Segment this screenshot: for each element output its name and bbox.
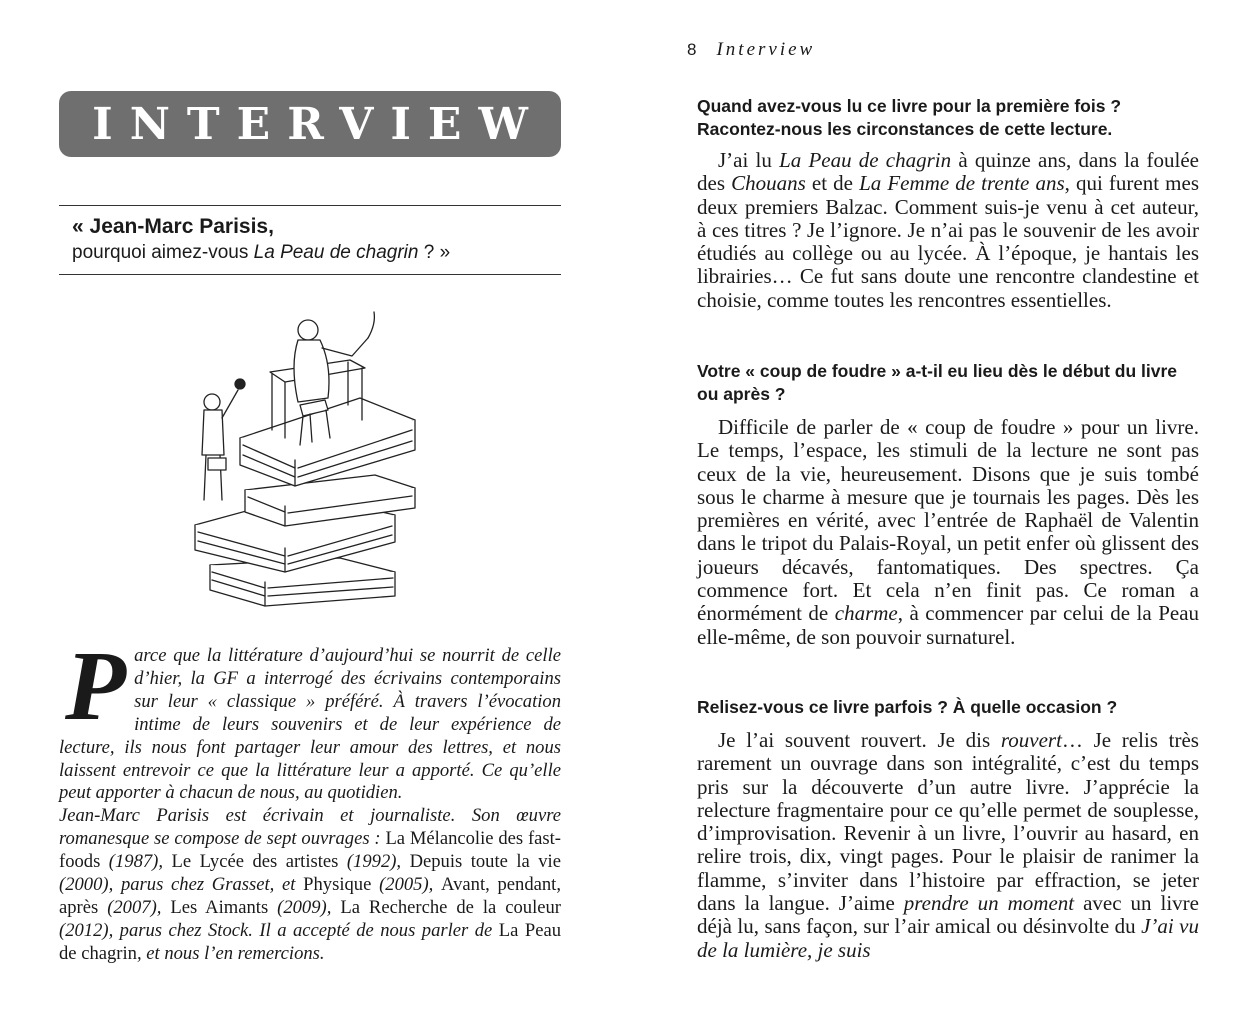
interview-banner xyxy=(59,91,561,157)
qa-block-3 xyxy=(697,696,1199,962)
question-1: Quand avez-vous lu ce livre pour la première fois ? Racontez-nous les circonstances de cette lecture. xyxy=(697,96,1122,139)
intro-paragraph: arce que la littérature d’aujourd’hui se nourrit de celle d’hier, la GF a interrogé des écrivains contemporains sur leur « classique » préféré. À travers l’évocation intime de leurs souvenirs et de leur expérience de lecture, ils nous font partager leur amour des lettres, et nous laissent entrevoir ce que la littérature leur a apporté. Ce qu’elle peut apporter à chacun de nous, au quotidien. xyxy=(59,645,561,804)
question-2: Votre « coup de foudre » a-t-il eu lieu dès le début du livre ou après ? xyxy=(697,361,1178,404)
bio-paragraph: Jean-Marc Parisis est écrivain et journaliste. Son œuvre romanesque se compose de sept ouvrages : La Mélancolie des fast-foods (1987), Le Lycée des artistes (1992), Depuis toute la vie (2000), parus chez Grasset, et Physique (2005), Avant, pendant, après (2007), Les Aimants (2009), La Recherche de la couleur (2012), parus chez Stock. Il a accepté de nous parler de La Peau de chagrin, et nous l’en remercions. xyxy=(59,805,562,964)
books-illustration xyxy=(190,310,430,610)
headline xyxy=(72,214,552,266)
intro-text xyxy=(59,630,562,966)
question-3: Relisez-vous ce livre parfois ? À quelle occasion ? xyxy=(697,697,1118,717)
headline-question: pourquoi aimez-vous La Peau de chagrin ? » xyxy=(72,242,451,263)
headline-bottom-rule xyxy=(59,274,561,275)
answer-1: J’ai lu La Peau de chagrin à quinze ans, dans la foulée des Chouans et de La Femme de trente ans, qui furent mes deux premiers Balzac. Comment suis-je venu à cet auteur, à ces titres ? Je l’ignore. Je n’ai pas le souvenir de les avoir étudiés au collège ou au lycée. À l’époque, je hantais les librairies… Ce fut sans doute une rencontre clandestine et choisie, comme toutes les rencontres essentielles. xyxy=(697,148,1199,312)
answer-3: Je l’ai souvent rouvert. Je dis rouvert… Je relis très rarement un ouvrage dans son intégralité, c’est du temps pris sur la découverte d’un autre livre. J’apprécie la relecture fragmentaire pour ce qu’elle permet de souplesse, d’improvisation. Revenir à un livre, l’ouvrir au hasard, en relire trois, dix, vingt pages. Pour le plaisir de ranimer la flamme, s’inviter dans l’histoire par effraction, se jeter dans la langue. J’aime prendre un moment avec un livre déjà lu, sans façon, sur l’air amical ou désinvolte du J’ai vu de la lumière, je suis xyxy=(697,728,1199,962)
running-title: Interview xyxy=(716,39,816,60)
headline-top-rule xyxy=(59,205,561,206)
answer-2: Difficile de parler de « coup de foudre » pour un livre. Le temps, l’espace, les stimuli de la lecture ne sont pas ceux de la vie, heureusement. Disons que je suis tombé sous le charme à mesure que je tournais les pages. Dès les premières en vérité, avec l’entrée de Raphaël de Valentin dans le tripot du Palais-Royal, un petit enfer où glissent des joueurs décavés, fantomatiques. Des spectres. Ça commence fort. Et cela n’en finit pas. Ce roman a énormément de charme, à commencer par celui de la Peau elle-même, de son pouvoir surnaturel. xyxy=(697,415,1200,649)
headline-name: « Jean-Marc Parisis, xyxy=(72,215,274,238)
book-title: La Peau de chagrin xyxy=(253,242,419,263)
running-header xyxy=(687,39,815,61)
qa-block-2 xyxy=(697,360,1199,649)
drop-cap: P xyxy=(65,630,127,741)
qa-block-1 xyxy=(697,95,1199,312)
page-number: 8 xyxy=(687,40,697,59)
banner-title: INTERVIEW xyxy=(92,98,545,150)
